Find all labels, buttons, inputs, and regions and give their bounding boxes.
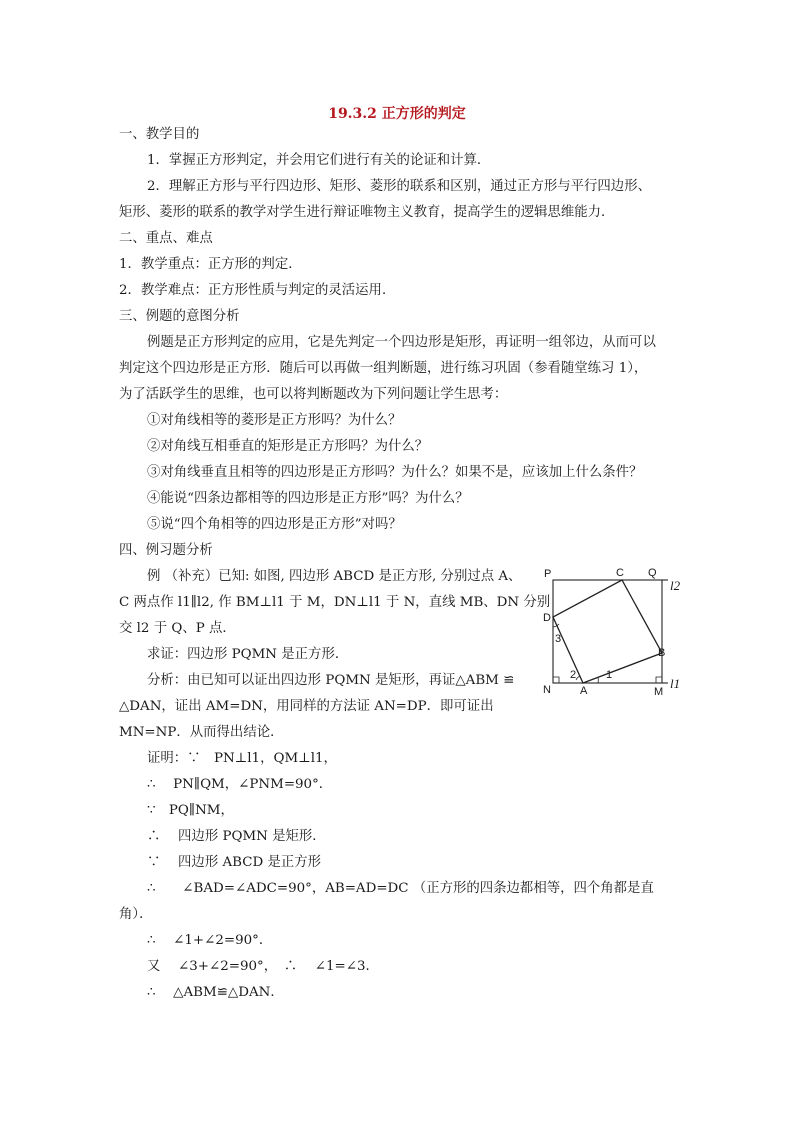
right-angle-mark-m bbox=[656, 677, 662, 683]
proof-line: ∵ PQ∥NM， bbox=[147, 803, 234, 818]
proof-line: ∴ 四边形 PQMN 是矩形． bbox=[147, 829, 326, 844]
label-m: M bbox=[654, 686, 664, 698]
label-b: B bbox=[658, 647, 666, 659]
text-line: MN=NP．从而得出结论． bbox=[119, 725, 284, 740]
question-item: ③对角线垂直且相等的四边形是正方形吗？为什么？如果不是，应该加上什么条件？ bbox=[147, 465, 643, 480]
text-line: 2．理解正方形与平行四边形、矩形、菱形的联系和区别，通过正方形与平行四边形、 bbox=[147, 179, 651, 194]
label-c: C bbox=[616, 567, 624, 579]
text-line: 判定这个四边形是正方形．随后可以再做一组判断题，进行练习巩固（参看随堂练习 1）， bbox=[119, 361, 648, 376]
proof-line: ∵ 四边形 ABCD 是正方形 bbox=[147, 855, 322, 870]
label-q: Q bbox=[648, 567, 657, 579]
label-l1: l1 bbox=[670, 676, 681, 691]
text-line: 求证：四边形 PQMN 是正方形． bbox=[147, 647, 349, 662]
label-l2: l2 bbox=[670, 578, 681, 593]
label-3: 3 bbox=[555, 633, 562, 645]
text-line: 交 l2 于 Q、P 点． bbox=[119, 621, 236, 636]
label-2: 2 bbox=[570, 669, 577, 681]
text-line: △DAN，证出 AM=DN，用同样的方法证 AN=DP．即可证出 bbox=[119, 699, 494, 714]
text-line: 矩形、菱形的联系的教学对学生进行辩证唯物主义教育，提高学生的逻辑思维能力． bbox=[119, 205, 615, 220]
label-n: N bbox=[543, 684, 551, 696]
label-1: 1 bbox=[606, 669, 613, 681]
proof-line: 角）． bbox=[119, 907, 153, 922]
text-line: 例 （补充）已知: 如图, 四边形 ABCD 是正方形, 分别过点 A、 bbox=[147, 569, 522, 584]
section-heading-2: 二、重点、难点 bbox=[119, 231, 213, 246]
text-line: 2．教学难点：正方形性质与判定的灵活运用． bbox=[119, 283, 396, 298]
proof-line: 证明：∵ PN⊥l1，QM⊥l1， bbox=[147, 751, 337, 766]
text-line: 为了活跃学生的思维，也可以将判断题改为下列问题让学生思考： bbox=[119, 387, 508, 402]
text-line: 例题是正方形判定的应用，它是先判定一个四边形是矩形，再证明一组邻边，从而可以 bbox=[147, 335, 656, 350]
text-line: 1．教学重点：正方形的判定． bbox=[119, 257, 302, 272]
page-title: 19.3.2 正方形的判定 bbox=[328, 106, 466, 122]
geometry-figure bbox=[540, 560, 690, 700]
angle-arc-2 bbox=[576, 676, 580, 680]
label-d: D bbox=[543, 612, 551, 624]
label-a: A bbox=[580, 685, 588, 697]
section-heading-3: 三、例题的意图分析 bbox=[119, 309, 240, 324]
proof-line: ∴ ∠1+∠2=90°． bbox=[147, 933, 273, 948]
text-line: 1．掌握正方形判定，并会用它们进行有关的论证和计算． bbox=[147, 153, 491, 168]
section-heading-4: 四、例习题分析 bbox=[119, 543, 213, 558]
label-p: P bbox=[544, 568, 552, 580]
section-heading-1: 一、教学目的 bbox=[119, 127, 200, 142]
square-abcd bbox=[553, 580, 662, 683]
text-line: C 两点作 l1∥l2, 作 BM⊥l1 于 M，DN⊥l1 于 N，直线 MB、DN 分别 bbox=[119, 595, 551, 610]
question-item: ④能说“四条边都相等的四边形是正方形”吗？为什么？ bbox=[147, 491, 469, 506]
question-item: ①对角线相等的菱形是正方形吗？为什么？ bbox=[147, 413, 402, 428]
right-angle-mark-n bbox=[553, 677, 559, 683]
proof-line: ∴ ∠BAD=∠ADC=90°，AB=AD=DC （正方形的四条边都相等，四个角都是直 bbox=[147, 881, 654, 896]
question-item: ②对角线互相垂直的矩形是正方形吗？为什么？ bbox=[147, 439, 429, 454]
proof-line: ∴ PN∥QM，∠PNM=90°． bbox=[147, 777, 333, 792]
text-line: 分析：由已知可以证出四边形 PQMN 是矩形，再证△ABM ≌ bbox=[147, 673, 515, 688]
proof-line: 又 ∠3+∠2=90°， ∴ ∠1=∠3． bbox=[147, 959, 379, 974]
question-item: ⑤说“四个角相等的四边形是正方形”对吗？ bbox=[147, 517, 402, 532]
square-pqmn bbox=[553, 580, 662, 683]
proof-line: ∴ △ABM≌△DAN． bbox=[147, 985, 284, 1000]
